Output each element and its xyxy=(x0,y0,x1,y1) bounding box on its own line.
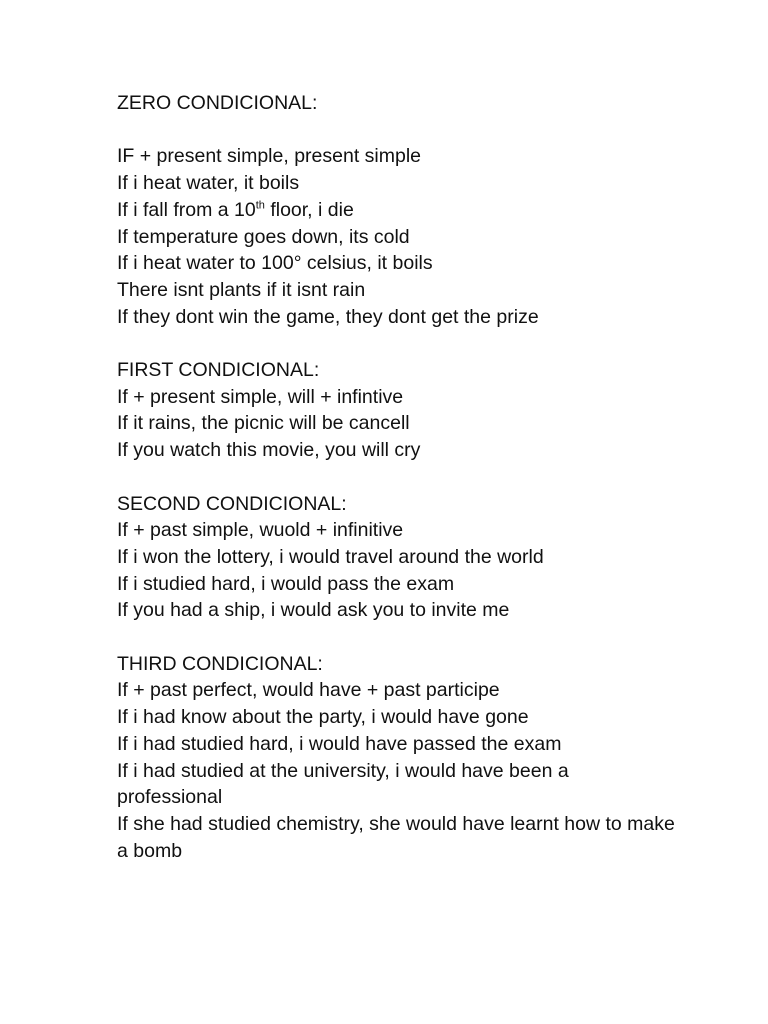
blank-line xyxy=(117,117,677,144)
zero-example-2-start: If i fall from a 10 xyxy=(117,198,256,221)
first-example-2: If you watch this movie, you will cry xyxy=(117,439,421,462)
blank-line xyxy=(117,330,677,357)
first-conditional-formula: If + present simple, will + infintive xyxy=(117,385,404,408)
first-conditional-heading: FIRST CONDICIONAL: xyxy=(117,359,320,381)
ordinal-superscript: th xyxy=(255,199,265,212)
second-example-2: If i studied hard, i would pass the exam xyxy=(117,572,455,595)
zero-example-1: If i heat water, it boils xyxy=(117,172,300,195)
third-example-3: If i had studied at the university, i would have been a professional xyxy=(117,759,569,809)
zero-conditional-formula: IF + present simple, present simple xyxy=(117,145,422,168)
third-example-1: If i had know about the party, i would have gone xyxy=(117,706,529,729)
second-example-1: If i won the lottery, i would travel around the world xyxy=(117,545,544,568)
second-conditional-formula: If + past simple, wuold + infinitive xyxy=(117,519,404,542)
third-conditional-heading: THIRD CONDICIONAL: xyxy=(117,652,323,675)
document-body xyxy=(117,90,677,864)
third-example-2: If i had studied hard, i would have passed the exam xyxy=(117,732,562,755)
third-conditional-formula: If + past perfect, would have + past participe xyxy=(117,679,500,702)
zero-example-2 xyxy=(117,197,677,224)
zero-example-2-end: floor, i die xyxy=(264,198,354,221)
zero-example-5: There isnt plants if it isnt rain xyxy=(117,278,366,301)
second-example-3: If you had a ship, i would ask you to invite me xyxy=(117,599,510,622)
zero-conditional-heading: ZERO CONDICIONAL: xyxy=(117,92,318,114)
first-example-1: If it rains, the picnic will be cancell xyxy=(117,412,410,435)
zero-example-6: If they dont win the game, they dont get the prize xyxy=(117,305,539,328)
blank-line xyxy=(117,464,677,491)
third-example-4: If she had studied chemistry, she would have learnt how to make a bomb xyxy=(117,812,675,862)
zero-example-4: If i heat water to 100° celsius, it boils xyxy=(117,252,433,275)
blank-line xyxy=(117,624,677,651)
zero-example-3: If temperature goes down, its cold xyxy=(117,225,410,248)
second-conditional-heading: SECOND CONDICIONAL: xyxy=(117,492,347,515)
